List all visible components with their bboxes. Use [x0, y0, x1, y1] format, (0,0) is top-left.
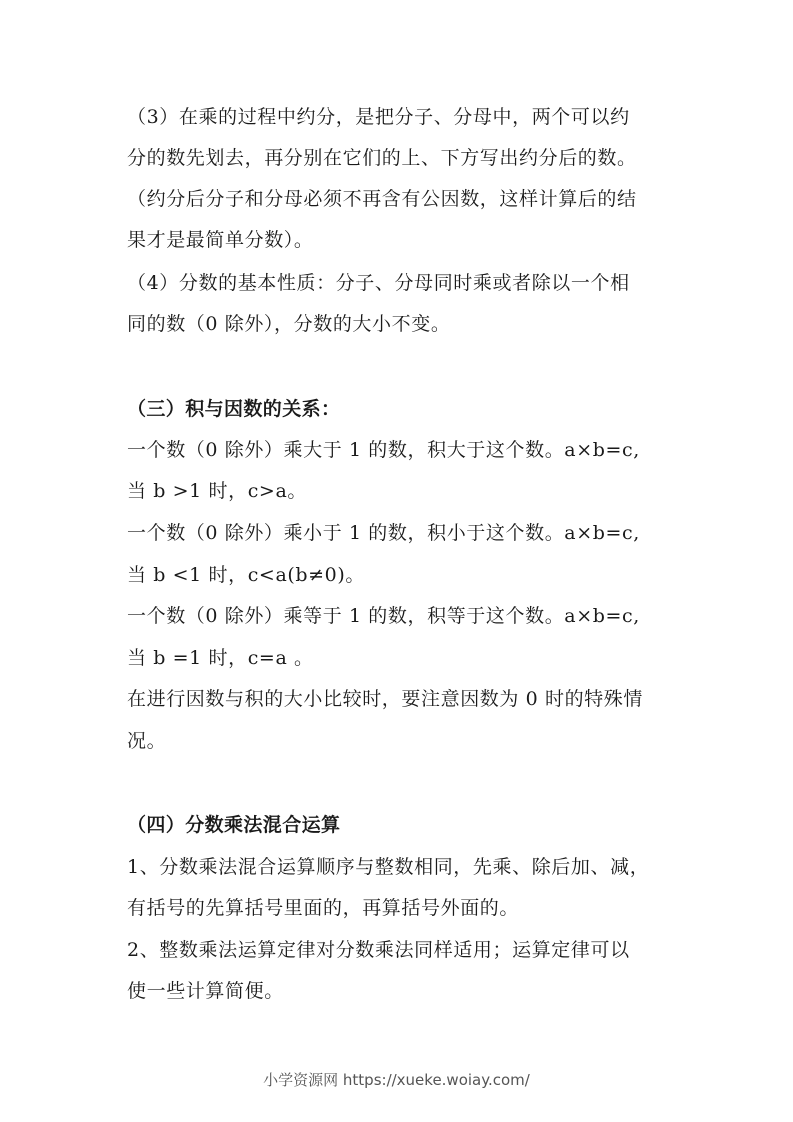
- paragraph-line: 使一些计算简便。: [127, 980, 284, 1002]
- paragraph-line: 分的数先划去，再分别在它们的上、下方写出约分后的数。: [127, 147, 637, 169]
- paragraph-line: 果才是最简单分数）。: [127, 229, 314, 251]
- paragraph-line: 同的数（0 除外），分数的大小不变。: [127, 313, 451, 335]
- section-heading: （三）积与因数的关系：: [127, 398, 341, 420]
- paragraph-line: 有括号的先算括号里面的，再算括号外面的。: [127, 897, 520, 919]
- paragraph-line: 当 b =1 时，c=a 。: [127, 647, 314, 669]
- paragraph-line: 况。: [127, 730, 167, 752]
- paragraph-line: 当 b <1 时，c<a(b≠0)。: [127, 564, 365, 586]
- paragraph-line: 在进行因数与积的大小比较时，要注意因数为 0 时的特殊情: [127, 688, 643, 710]
- paragraph-line: 一个数（0 除外）乘等于 1 的数，积等于这个数。a×b=c,: [127, 605, 640, 627]
- paragraph-line: 1、分数乘法混合运算顺序与整数相同，先乘、除后加、减，: [127, 856, 650, 878]
- paragraph-line: 当 b >1 时，c>a。: [127, 480, 307, 502]
- paragraph-line: （约分后分子和分母必须不再含有公因数，这样计算后的结: [127, 188, 637, 210]
- paragraph-line: 2、整数乘法运算定律对分数乘法同样适用；运算定律可以: [127, 939, 630, 961]
- section-heading: （四）分数乘法混合运算: [127, 814, 341, 836]
- paragraph-line: （4）分数的基本性质：分子、分母同时乘或者除以一个相: [127, 272, 630, 294]
- paragraph-line: 一个数（0 除外）乘小于 1 的数，积小于这个数。a×b=c,: [127, 522, 640, 544]
- footer-watermark: 小学资源网 https://xueke.woiay.com/: [263, 1071, 530, 1089]
- paragraph-line: 一个数（0 除外）乘大于 1 的数，积大于这个数。a×b=c,: [127, 439, 640, 461]
- paragraph-line: （3）在乘的过程中约分，是把分子、分母中，两个可以约: [127, 106, 630, 128]
